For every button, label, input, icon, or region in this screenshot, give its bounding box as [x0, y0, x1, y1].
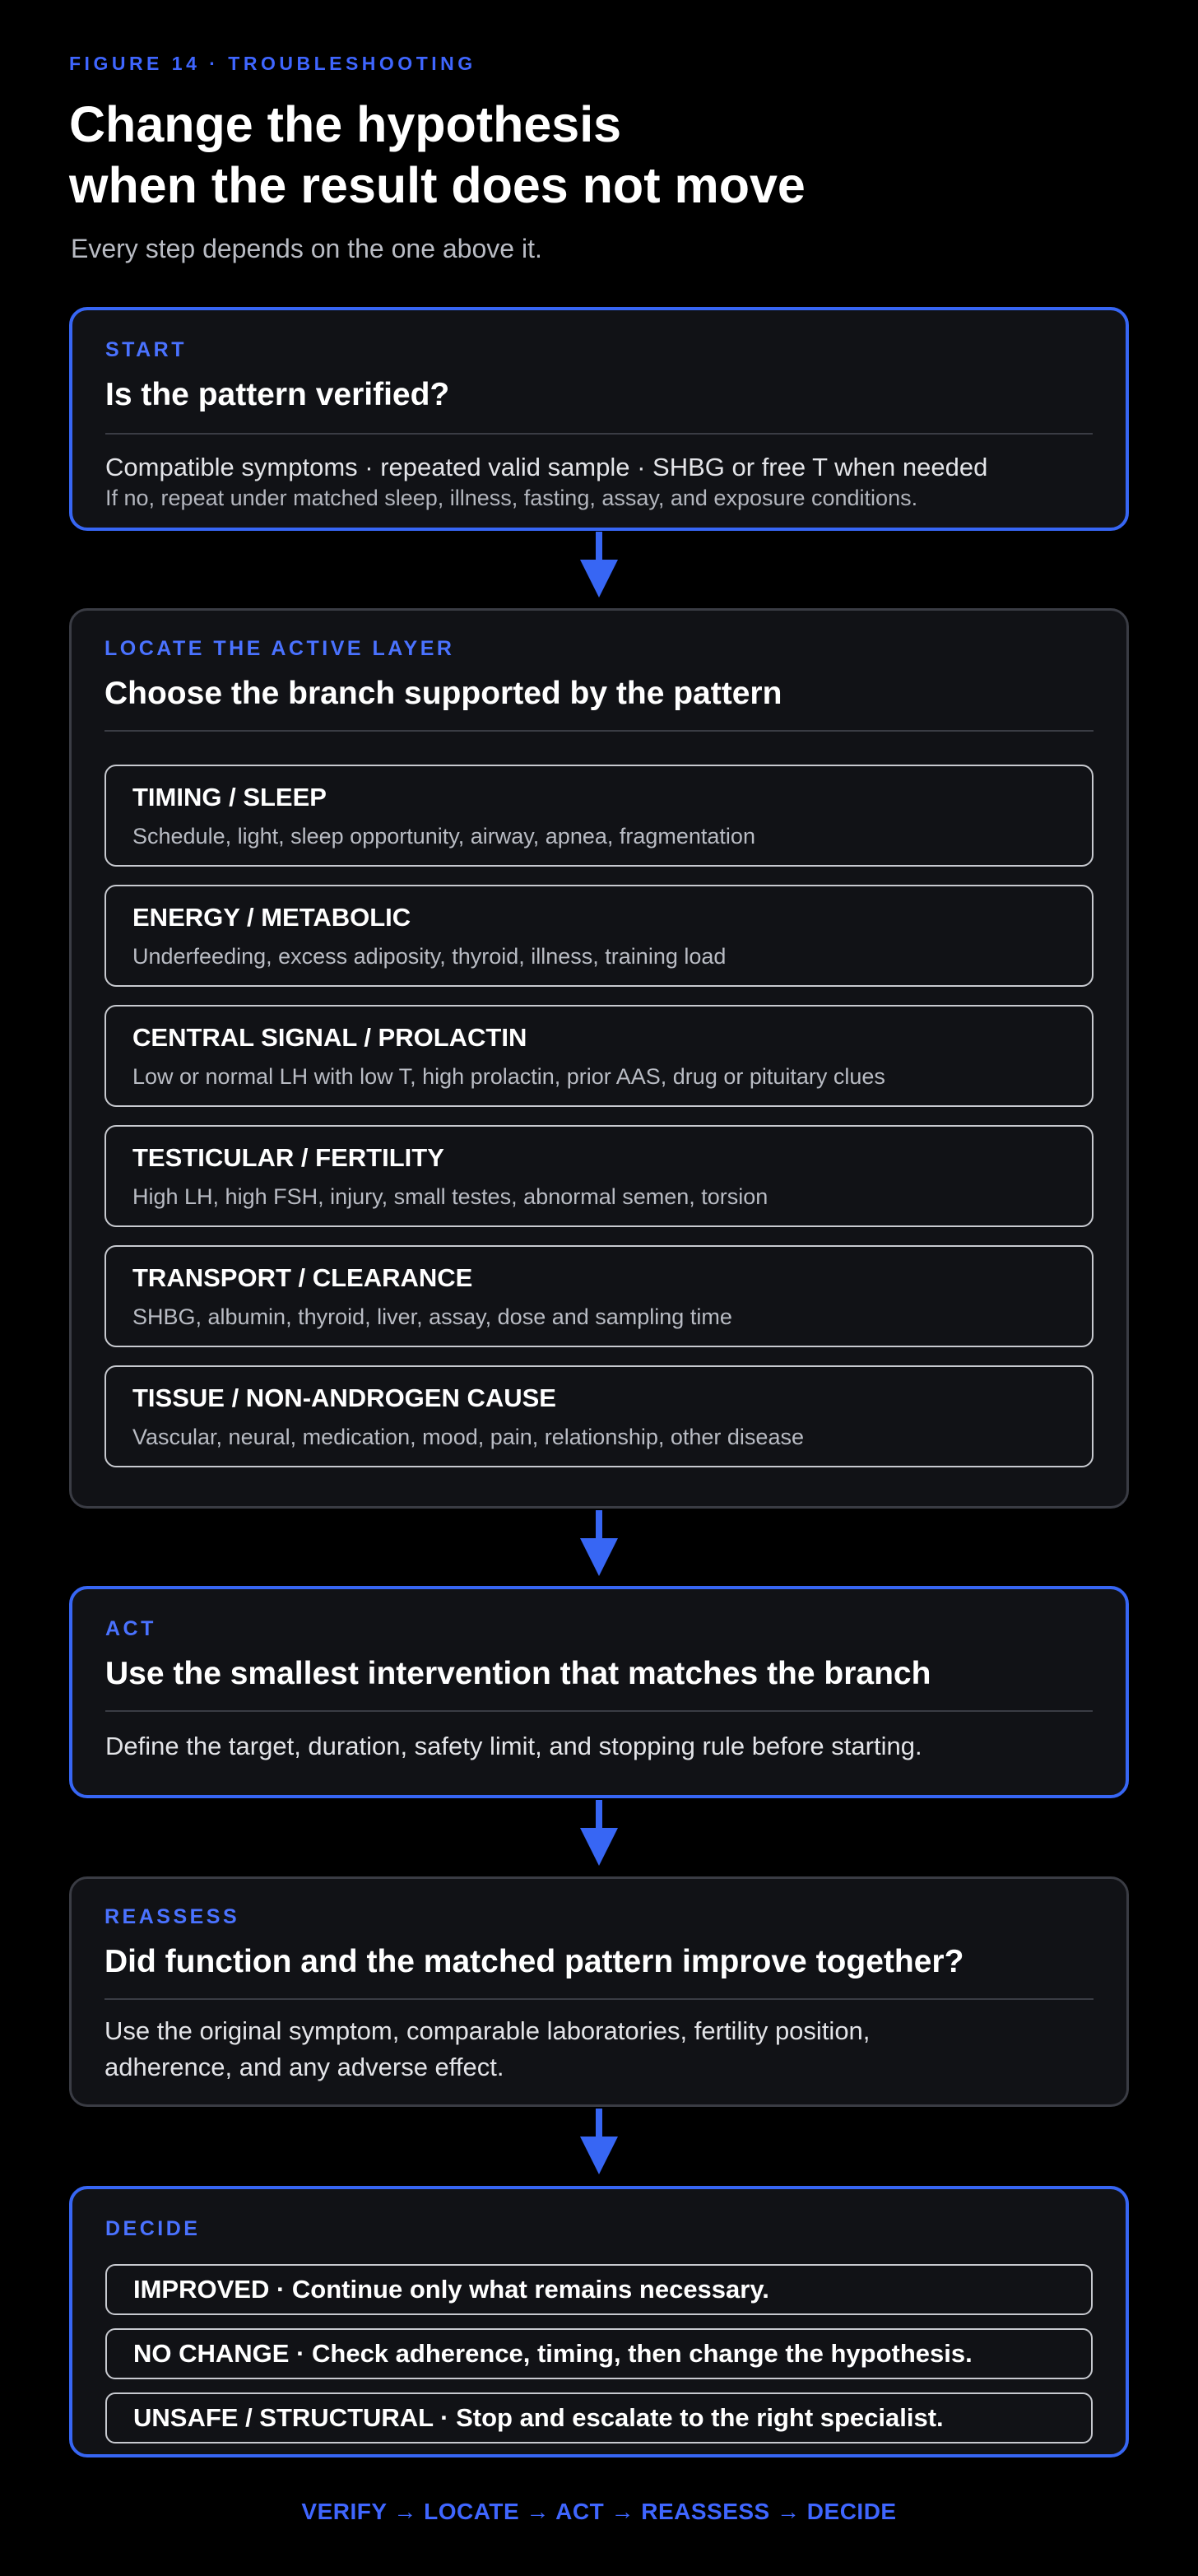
branch-description: Low or normal LH with low T, high prolactin, prior AAS, drug or pituitary clues	[132, 1064, 885, 1089]
act-card	[69, 1586, 1129, 1798]
act-label: ACT	[105, 1617, 156, 1640]
reassess-label: REASSESS	[104, 1905, 240, 1928]
act-body: Define the target, duration, safety limit, and stopping rule before starting.	[105, 1732, 922, 1760]
arrow-down-icon	[580, 532, 618, 598]
start-note: If no, repeat under matched sleep, illness, fasting, assay, and exposure conditions.	[105, 486, 918, 510]
page-title	[69, 94, 806, 216]
start-card	[69, 307, 1129, 531]
branch-title: TRANSPORT / CLEARANCE	[132, 1263, 473, 1292]
reassess-body	[104, 2013, 1094, 2085]
branch-testicular-fertility	[104, 1125, 1094, 1227]
branch-title: TESTICULAR / FERTILITY	[132, 1143, 444, 1172]
branch-energy-metabolic	[104, 885, 1094, 987]
branch-description: Vascular, neural, medication, mood, pain, relationship, other disease	[132, 1425, 804, 1449]
branch-description: Underfeeding, excess adiposity, thyroid, illness, training load	[132, 944, 727, 969]
start-divider	[105, 433, 1093, 435]
arrow-down-icon	[580, 2109, 618, 2174]
decide-label: DECIDE	[105, 2217, 201, 2240]
locate-card	[69, 608, 1129, 1509]
branch-title: CENTRAL SIGNAL / PROLACTIN	[132, 1023, 527, 1052]
locate-label: LOCATE THE ACTIVE LAYER	[104, 637, 455, 660]
branch-description: High LH, high FSH, injury, small testes, abnormal semen, torsion	[132, 1184, 768, 1209]
branch-description: Schedule, light, sleep opportunity, airway, apnea, fragmentation	[132, 824, 755, 849]
locate-heading: Choose the branch supported by the pattern	[104, 676, 782, 711]
page-subtitle: Every step depends on the one above it.	[71, 234, 542, 263]
decide-card	[69, 2186, 1129, 2457]
arrow-down-icon	[580, 1510, 618, 1576]
outcome-unsafe-structural: UNSAFE / STRUCTURAL · Stop and escalate to the right specialist.	[105, 2392, 1093, 2443]
reassess-body-line-1: Use the original symptom, comparable laboratories, fertility position,	[104, 2016, 871, 2045]
reassess-card	[69, 1876, 1129, 2107]
start-heading: Is the pattern verified?	[105, 377, 450, 412]
branch-timing-sleep	[104, 765, 1094, 867]
reassess-heading: Did function and the matched pattern improve together?	[104, 1944, 964, 1979]
arrow-down-icon	[580, 1800, 618, 1866]
process-summary: VERIFY → LOCATE → ACT → REASSESS → DECIDE	[301, 2499, 897, 2524]
outcome-no-change: NO CHANGE · Check adherence, timing, then change the hypothesis.	[105, 2328, 1093, 2379]
branch-tissue-non-androgen	[104, 1365, 1094, 1467]
branch-transport-clearance	[104, 1245, 1094, 1347]
outcome-improved: IMPROVED · Continue only what remains necessary.	[105, 2264, 1093, 2315]
figure-eyebrow: FIGURE 14 · TROUBLESHOOTING	[69, 53, 476, 74]
branch-title: TISSUE / NON-ANDROGEN CAUSE	[132, 1383, 556, 1412]
title-line-1: Change the hypothesis	[69, 96, 622, 152]
reassess-divider	[104, 1998, 1094, 2000]
reassess-body-line-2: adherence, and any adverse effect.	[104, 2053, 504, 2081]
start-body: Compatible symptoms · repeated valid sample · SHBG or free T when needed	[105, 453, 988, 481]
start-label: START	[105, 338, 187, 361]
act-divider	[105, 1710, 1093, 1712]
locate-divider	[104, 730, 1094, 732]
act-heading: Use the smallest intervention that matches the branch	[105, 1656, 931, 1691]
branch-central-signal-prolactin	[104, 1005, 1094, 1107]
branch-description: SHBG, albumin, thyroid, liver, assay, dose and sampling time	[132, 1304, 732, 1329]
branch-title: ENERGY / METABOLIC	[132, 903, 411, 932]
title-line-2: when the result does not move	[69, 157, 806, 213]
branch-title: TIMING / SLEEP	[132, 783, 327, 811]
